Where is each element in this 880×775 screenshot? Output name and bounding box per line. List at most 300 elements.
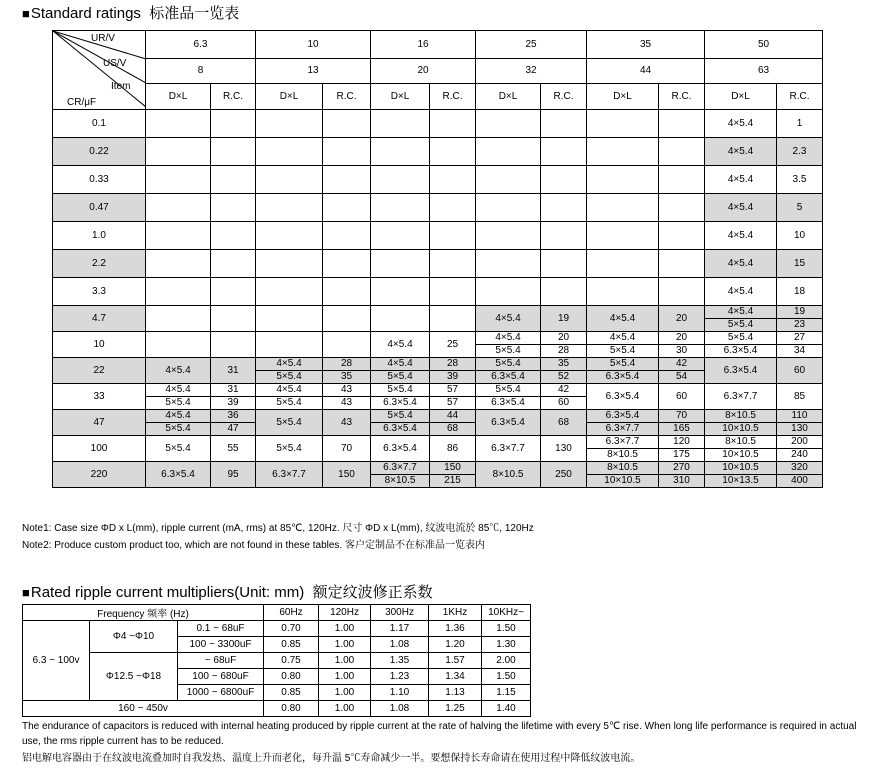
capacitance-range-cell: 100 ~ 3300uF bbox=[178, 637, 264, 653]
ripple-cell: 39 bbox=[211, 397, 256, 410]
ripple-cell: 57 bbox=[430, 384, 476, 397]
table-row bbox=[53, 194, 823, 222]
size-cell: 4×5.4 bbox=[146, 358, 211, 384]
size-cell: 5×5.4 bbox=[371, 371, 430, 384]
ripple-cell: 55 bbox=[211, 436, 256, 462]
size-cell bbox=[146, 332, 211, 358]
us-header: 13 bbox=[256, 59, 371, 84]
size-cell bbox=[256, 222, 323, 250]
size-cell: 6.3×5.4 bbox=[146, 462, 211, 488]
size-cell bbox=[256, 332, 323, 358]
ripple-cell bbox=[541, 110, 587, 138]
size-cell bbox=[146, 222, 211, 250]
size-cell bbox=[371, 222, 430, 250]
table-corner-cell bbox=[53, 31, 146, 110]
table-row bbox=[53, 332, 823, 345]
size-cell: 6.3×5.4 bbox=[371, 423, 430, 436]
ripple-cell: 43 bbox=[323, 410, 371, 436]
ripple-cell bbox=[211, 332, 256, 358]
size-cell bbox=[476, 194, 541, 222]
ripple-cell: 95 bbox=[211, 462, 256, 488]
ripple-cell: 5 bbox=[777, 194, 823, 222]
ripple-cell bbox=[659, 278, 705, 306]
multiplier-cell: 1.08 bbox=[371, 701, 429, 717]
square-bullet-icon: ■ bbox=[22, 6, 30, 21]
ur-header: 16 bbox=[371, 31, 476, 59]
ripple-cell bbox=[323, 110, 371, 138]
size-cell: 4×5.4 bbox=[146, 384, 211, 397]
ripple-cell: 85 bbox=[777, 384, 823, 410]
multiplier-cell: 1.35 bbox=[371, 653, 429, 669]
size-cell bbox=[371, 306, 430, 332]
voltage-group-cell: 160 ~ 450v bbox=[23, 701, 264, 717]
ripple-cell: 15 bbox=[777, 250, 823, 278]
size-cell: 10×13.5 bbox=[705, 475, 777, 488]
multiplier-cell: 0.75 bbox=[264, 653, 319, 669]
multiplier-cell: 1.00 bbox=[319, 621, 371, 637]
ripple-cell bbox=[430, 138, 476, 166]
ripple-cell: 39 bbox=[430, 371, 476, 384]
multiplier-cell: 1.00 bbox=[319, 701, 371, 717]
size-cell: 5×5.4 bbox=[256, 436, 323, 462]
ripple-cell: 86 bbox=[430, 436, 476, 462]
ripple-cell bbox=[323, 250, 371, 278]
size-cell bbox=[146, 138, 211, 166]
multiplier-cell: 1.25 bbox=[429, 701, 482, 717]
size-cell: 4×5.4 bbox=[705, 138, 777, 166]
ripple-cell: 27 bbox=[777, 332, 823, 345]
corner-us: US/V bbox=[103, 58, 127, 69]
dl-header: D×L bbox=[476, 84, 541, 110]
ripple-cell: 42 bbox=[541, 384, 587, 397]
table-row bbox=[53, 166, 823, 194]
size-cell: 8×10.5 bbox=[476, 462, 541, 488]
capacitance-cell: 10 bbox=[53, 332, 146, 358]
ripple-cell: 310 bbox=[659, 475, 705, 488]
rc-header: R.C. bbox=[777, 84, 823, 110]
size-cell bbox=[587, 138, 659, 166]
multiplier-cell: 1.50 bbox=[482, 669, 531, 685]
size-cell: 5×5.4 bbox=[705, 319, 777, 332]
capacitance-cell: 22 bbox=[53, 358, 146, 384]
ripple-cell: 400 bbox=[777, 475, 823, 488]
rc-header: R.C. bbox=[430, 84, 476, 110]
capacitance-range-cell: 0.1 ~ 68uF bbox=[178, 621, 264, 637]
size-cell: 4×5.4 bbox=[705, 194, 777, 222]
multiplier-cell: 1.23 bbox=[371, 669, 429, 685]
size-cell bbox=[146, 250, 211, 278]
ripple-cell bbox=[323, 332, 371, 358]
size-cell bbox=[476, 110, 541, 138]
heading-en: Rated ripple current multipliers(Unit: mm) bbox=[30, 584, 305, 601]
size-cell: 5×5.4 bbox=[256, 397, 323, 410]
ripple-cell: 2.3 bbox=[777, 138, 823, 166]
table-row bbox=[53, 306, 823, 319]
capacitance-cell: 33 bbox=[53, 384, 146, 410]
ripple-cell: 165 bbox=[659, 423, 705, 436]
ripple-cell bbox=[541, 194, 587, 222]
rc-header: R.C. bbox=[541, 84, 587, 110]
multiplier-cell: 1.50 bbox=[482, 621, 531, 637]
ripple-cell bbox=[323, 222, 371, 250]
capacitance-cell: 1.0 bbox=[53, 222, 146, 250]
ripple-cell: 54 bbox=[659, 371, 705, 384]
multiplier-cell: 1.00 bbox=[319, 685, 371, 701]
ripple-cell: 240 bbox=[777, 449, 823, 462]
table-row bbox=[23, 701, 531, 717]
frequency-header: 300Hz bbox=[371, 605, 429, 621]
ripple-cell: 35 bbox=[541, 358, 587, 371]
table-row bbox=[53, 410, 823, 423]
ripple-cell: 34 bbox=[777, 345, 823, 358]
size-cell bbox=[587, 222, 659, 250]
dl-header: D×L bbox=[587, 84, 659, 110]
size-cell: 8×10.5 bbox=[371, 475, 430, 488]
capacitance-cell: 220 bbox=[53, 462, 146, 488]
size-cell: 8×10.5 bbox=[705, 436, 777, 449]
size-cell bbox=[587, 110, 659, 138]
dl-header: D×L bbox=[705, 84, 777, 110]
ripple-cell: 1 bbox=[777, 110, 823, 138]
ripple-cell: 19 bbox=[541, 306, 587, 332]
multiplier-cell: 0.80 bbox=[264, 701, 319, 717]
ripple-cell bbox=[541, 166, 587, 194]
ripple-cell: 320 bbox=[777, 462, 823, 475]
ripple-cell: 25 bbox=[430, 332, 476, 358]
ripple-cell: 70 bbox=[659, 410, 705, 423]
table-row bbox=[53, 250, 823, 278]
ripple-cell: 200 bbox=[777, 436, 823, 449]
size-cell: 6.3×5.4 bbox=[587, 410, 659, 423]
ripple-cell bbox=[430, 250, 476, 278]
multiplier-cell: 1.40 bbox=[482, 701, 531, 717]
size-cell bbox=[476, 278, 541, 306]
size-cell bbox=[476, 138, 541, 166]
multiplier-cell: 1.20 bbox=[429, 637, 482, 653]
size-cell bbox=[476, 222, 541, 250]
size-cell: 6.3×5.4 bbox=[476, 397, 541, 410]
us-header: 32 bbox=[476, 59, 587, 84]
size-cell: 4×5.4 bbox=[146, 410, 211, 423]
ripple-cell: 110 bbox=[777, 410, 823, 423]
size-cell bbox=[256, 306, 323, 332]
size-cell bbox=[371, 278, 430, 306]
size-cell: 4×5.4 bbox=[705, 306, 777, 319]
size-cell: 6.3×5.4 bbox=[587, 371, 659, 384]
ripple-cell bbox=[430, 306, 476, 332]
ripple-cell bbox=[659, 250, 705, 278]
ripple-cell: 120 bbox=[659, 436, 705, 449]
size-cell: 4×5.4 bbox=[705, 222, 777, 250]
corner-cr: CR/μF bbox=[67, 97, 97, 108]
size-cell: 4×5.4 bbox=[256, 384, 323, 397]
us-header: 8 bbox=[146, 59, 256, 84]
ripple-cell: 35 bbox=[323, 371, 371, 384]
ripple-cell bbox=[659, 194, 705, 222]
ripple-cell: 31 bbox=[211, 384, 256, 397]
size-cell: 6.3×7.7 bbox=[476, 436, 541, 462]
size-cell: 5×5.4 bbox=[146, 436, 211, 462]
size-cell: 10×10.5 bbox=[705, 423, 777, 436]
ripple-cell: 130 bbox=[541, 436, 587, 462]
ripple-cell bbox=[541, 278, 587, 306]
dl-header: D×L bbox=[146, 84, 211, 110]
size-cell: 5×5.4 bbox=[256, 410, 323, 436]
size-cell: 6.3×7.7 bbox=[587, 436, 659, 449]
ripple-cell bbox=[541, 138, 587, 166]
heading-cn: 额定纹波修正系数 bbox=[312, 584, 433, 601]
table-header-row bbox=[23, 605, 531, 621]
frequency-header: 10KHz~ bbox=[482, 605, 531, 621]
ripple-cell: 20 bbox=[659, 332, 705, 345]
ripple-cell: 19 bbox=[777, 306, 823, 319]
table-row bbox=[23, 653, 531, 669]
size-cell: 8×10.5 bbox=[587, 449, 659, 462]
multiplier-cell: 1.57 bbox=[429, 653, 482, 669]
multiplier-cell: 1.34 bbox=[429, 669, 482, 685]
size-cell bbox=[371, 166, 430, 194]
table-row bbox=[53, 138, 823, 166]
size-cell: 4×5.4 bbox=[371, 358, 430, 371]
ripple-cell: 28 bbox=[541, 345, 587, 358]
size-cell bbox=[476, 166, 541, 194]
ripple-cell: 30 bbox=[659, 345, 705, 358]
ripple-cell: 68 bbox=[541, 410, 587, 436]
size-cell: 4×5.4 bbox=[587, 332, 659, 345]
capacitance-cell: 0.22 bbox=[53, 138, 146, 166]
ripple-cell: 52 bbox=[541, 371, 587, 384]
capacitance-range-cell: 100 ~ 680uF bbox=[178, 669, 264, 685]
size-cell: 4×5.4 bbox=[705, 278, 777, 306]
voltage-group-cell: 6.3 ~ 100v bbox=[23, 621, 90, 701]
square-bullet-icon: ■ bbox=[22, 585, 30, 600]
size-cell bbox=[476, 250, 541, 278]
size-cell: 6.3×5.4 bbox=[371, 436, 430, 462]
ripple-multiplier-table bbox=[22, 604, 531, 717]
size-cell bbox=[256, 110, 323, 138]
size-cell: 6.3×7.7 bbox=[256, 462, 323, 488]
ripple-multipliers-heading bbox=[22, 584, 433, 602]
ripple-cell: 43 bbox=[323, 397, 371, 410]
ripple-cell: 68 bbox=[430, 423, 476, 436]
size-cell bbox=[587, 278, 659, 306]
ripple-cell: 130 bbox=[777, 423, 823, 436]
capacitance-cell: 47 bbox=[53, 410, 146, 436]
corner-item: Item bbox=[111, 81, 131, 92]
multiplier-cell: 1.17 bbox=[371, 621, 429, 637]
multiplier-cell: 1.36 bbox=[429, 621, 482, 637]
table-row bbox=[53, 278, 823, 306]
frequency-header: 1KHz bbox=[429, 605, 482, 621]
ripple-cell: 150 bbox=[323, 462, 371, 488]
size-cell: 6.3×5.4 bbox=[476, 371, 541, 384]
ur-header: 50 bbox=[705, 31, 823, 59]
ripple-cell bbox=[430, 278, 476, 306]
size-cell: 5×5.4 bbox=[371, 384, 430, 397]
size-cell: 6.3×7.7 bbox=[587, 423, 659, 436]
ripple-cell bbox=[541, 250, 587, 278]
ripple-cell bbox=[430, 222, 476, 250]
ripple-cell bbox=[541, 222, 587, 250]
multiplier-cell: 0.80 bbox=[264, 669, 319, 685]
case-size-cell: Φ12.5 ~Φ18 bbox=[90, 653, 178, 701]
size-cell bbox=[146, 166, 211, 194]
ripple-cell: 70 bbox=[323, 436, 371, 462]
note-1: Note1: Case size ΦD x L(mm), ripple current (mA, rms) at 85℃, 120Hz. 尺寸 ΦD x L(mm), 纹波电流於 85℃, 120Hz bbox=[22, 523, 534, 534]
ripple-cell: 60 bbox=[777, 358, 823, 384]
ripple-cell: 42 bbox=[659, 358, 705, 371]
capacitance-range-cell: ~ 68uF bbox=[178, 653, 264, 669]
ripple-cell bbox=[211, 306, 256, 332]
us-header: 44 bbox=[587, 59, 705, 84]
heading-en: Standard ratings bbox=[30, 5, 141, 22]
ripple-cell bbox=[211, 194, 256, 222]
ripple-cell bbox=[430, 110, 476, 138]
size-cell bbox=[256, 138, 323, 166]
capacitance-cell: 3.3 bbox=[53, 278, 146, 306]
us-header: 20 bbox=[371, 59, 476, 84]
ripple-cell bbox=[211, 278, 256, 306]
ripple-cell bbox=[323, 278, 371, 306]
capacitance-cell: 4.7 bbox=[53, 306, 146, 332]
table-row bbox=[53, 436, 823, 449]
size-cell: 8×10.5 bbox=[705, 410, 777, 423]
size-cell: 5×5.4 bbox=[587, 345, 659, 358]
heading-cn: 标准品一览表 bbox=[149, 5, 240, 22]
footer-cn: 铝电解电容器由于在纹波电流叠加时自我发热、温度上升而老化，每升温 5℃寿命减少一半。要想保持长寿命请在使用过程中降低纹波电流。 bbox=[22, 753, 641, 764]
size-cell bbox=[146, 194, 211, 222]
footer-en: The endurance of capacitors is reduced with internal heating produced by ripple current at the rate of halving the lifetime with every 5℃ rise. When long life performance is required in actual use, the rms ripple current has to be reduced. bbox=[22, 721, 857, 747]
ripple-cell: 57 bbox=[430, 397, 476, 410]
size-cell bbox=[256, 166, 323, 194]
size-cell bbox=[146, 110, 211, 138]
ripple-cell: 23 bbox=[777, 319, 823, 332]
ripple-cell: 60 bbox=[659, 384, 705, 410]
size-cell bbox=[371, 250, 430, 278]
size-cell: 4×5.4 bbox=[587, 306, 659, 332]
size-cell: 10×10.5 bbox=[587, 475, 659, 488]
size-cell: 6.3×5.4 bbox=[705, 358, 777, 384]
size-cell: 4×5.4 bbox=[256, 358, 323, 371]
ripple-cell bbox=[323, 306, 371, 332]
multiplier-cell: 1.10 bbox=[371, 685, 429, 701]
table-row bbox=[23, 621, 531, 637]
rc-header: R.C. bbox=[659, 84, 705, 110]
ripple-cell bbox=[211, 138, 256, 166]
ripple-cell bbox=[659, 110, 705, 138]
size-cell bbox=[371, 110, 430, 138]
dl-header: D×L bbox=[256, 84, 323, 110]
rc-header: R.C. bbox=[211, 84, 256, 110]
size-cell: 4×5.4 bbox=[476, 306, 541, 332]
size-cell bbox=[371, 138, 430, 166]
multiplier-cell: 1.30 bbox=[482, 637, 531, 653]
ripple-cell: 175 bbox=[659, 449, 705, 462]
ripple-cell bbox=[211, 166, 256, 194]
multiplier-cell: 1.00 bbox=[319, 653, 371, 669]
ur-header: 10 bbox=[256, 31, 371, 59]
size-cell: 5×5.4 bbox=[146, 397, 211, 410]
ripple-cell: 31 bbox=[211, 358, 256, 384]
size-cell: 5×5.4 bbox=[705, 332, 777, 345]
ripple-cell: 10 bbox=[777, 222, 823, 250]
size-cell: 4×5.4 bbox=[705, 110, 777, 138]
ripple-cell bbox=[659, 138, 705, 166]
ripple-cell: 28 bbox=[430, 358, 476, 371]
size-cell bbox=[146, 306, 211, 332]
multiplier-cell: 0.70 bbox=[264, 621, 319, 637]
size-cell: 8×10.5 bbox=[587, 462, 659, 475]
ripple-cell: 215 bbox=[430, 475, 476, 488]
ripple-cell bbox=[323, 194, 371, 222]
size-cell: 4×5.4 bbox=[476, 332, 541, 345]
ripple-cell: 3.5 bbox=[777, 166, 823, 194]
ripple-cell: 270 bbox=[659, 462, 705, 475]
ripple-cell: 43 bbox=[323, 384, 371, 397]
size-cell: 6.3×5.4 bbox=[371, 397, 430, 410]
size-cell: 5×5.4 bbox=[476, 345, 541, 358]
ripple-cell: 20 bbox=[541, 332, 587, 345]
capacitance-cell: 100 bbox=[53, 436, 146, 462]
ripple-cell: 44 bbox=[430, 410, 476, 423]
ur-header: 6.3 bbox=[146, 31, 256, 59]
ripple-cell bbox=[323, 166, 371, 194]
us-header: 63 bbox=[705, 59, 823, 84]
size-cell: 5×5.4 bbox=[371, 410, 430, 423]
size-cell: 5×5.4 bbox=[476, 384, 541, 397]
ripple-cell bbox=[211, 250, 256, 278]
table-row bbox=[53, 222, 823, 250]
ur-header: 35 bbox=[587, 31, 705, 59]
size-cell: 6.3×7.7 bbox=[705, 384, 777, 410]
standard-ratings-table bbox=[52, 30, 823, 488]
size-cell: 5×5.4 bbox=[146, 423, 211, 436]
ripple-cell: 36 bbox=[211, 410, 256, 423]
ripple-cell: 47 bbox=[211, 423, 256, 436]
note-2: Note2: Produce custom product too, which are not found in these tables. 客户定制品不在标准品一览表内 bbox=[22, 540, 485, 551]
size-cell: 6.3×7.7 bbox=[371, 462, 430, 475]
ripple-cell bbox=[430, 194, 476, 222]
capacitance-cell: 2.2 bbox=[53, 250, 146, 278]
table-row bbox=[53, 423, 823, 436]
standard-ratings-heading bbox=[22, 5, 239, 23]
size-cell: 10×10.5 bbox=[705, 449, 777, 462]
capacitance-cell: 0.33 bbox=[53, 166, 146, 194]
rc-header: R.C. bbox=[323, 84, 371, 110]
multiplier-cell: 1.08 bbox=[371, 637, 429, 653]
frequency-label: Frequency 频率 (Hz) bbox=[23, 605, 264, 621]
ripple-cell: 60 bbox=[541, 397, 587, 410]
ripple-cell bbox=[430, 166, 476, 194]
size-cell: 5×5.4 bbox=[256, 371, 323, 384]
ripple-cell: 150 bbox=[430, 462, 476, 475]
frequency-header: 60Hz bbox=[264, 605, 319, 621]
size-cell: 6.3×5.4 bbox=[587, 384, 659, 410]
size-cell bbox=[256, 194, 323, 222]
ripple-cell: 20 bbox=[659, 306, 705, 332]
multiplier-cell: 0.85 bbox=[264, 685, 319, 701]
table-row bbox=[53, 110, 823, 138]
size-cell bbox=[256, 250, 323, 278]
size-cell: 4×5.4 bbox=[705, 250, 777, 278]
size-cell: 10×10.5 bbox=[705, 462, 777, 475]
size-cell: 6.3×5.4 bbox=[476, 410, 541, 436]
multiplier-cell: 2.00 bbox=[482, 653, 531, 669]
size-cell bbox=[146, 278, 211, 306]
size-cell: 6.3×5.4 bbox=[705, 345, 777, 358]
capacitance-cell: 0.1 bbox=[53, 110, 146, 138]
size-cell bbox=[256, 278, 323, 306]
